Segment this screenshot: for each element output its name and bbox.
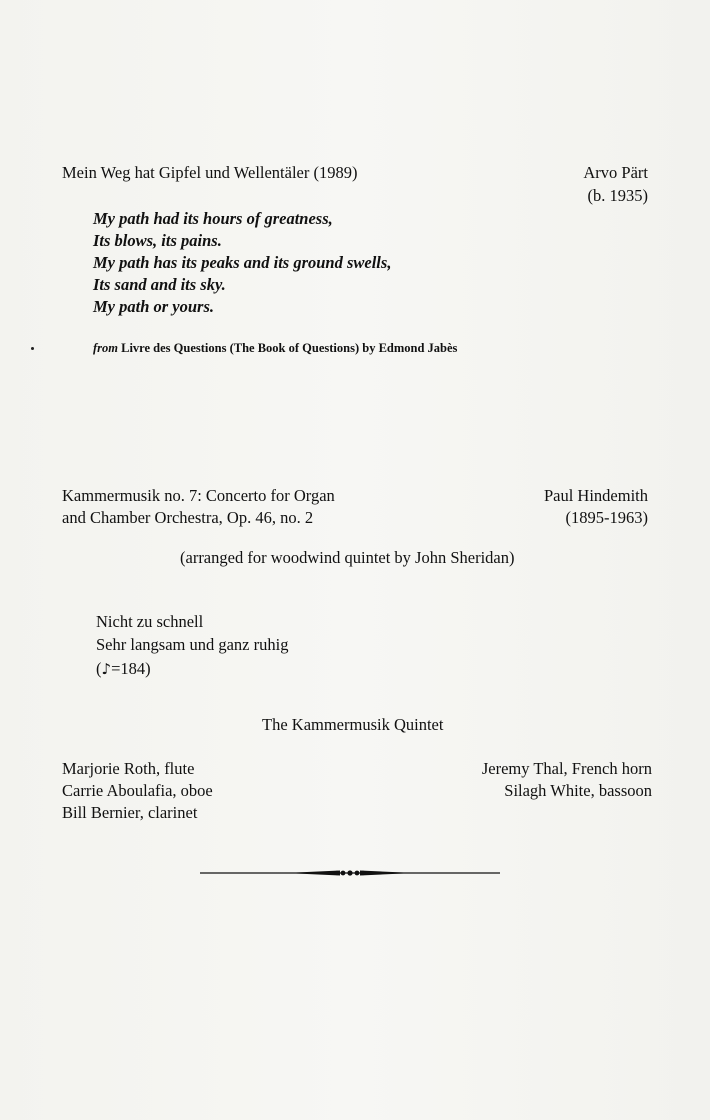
source-prefix: from <box>93 341 118 355</box>
composer-name-hindemith: Paul Hindemith <box>543 486 648 505</box>
poem-line: My path had its hours of greatness, <box>93 209 333 228</box>
movement-2: Sehr langsam und ganz ruhig <box>96 635 289 654</box>
performer: Silagh White, bassoon <box>504 781 652 800</box>
performer: Jeremy Thal, French horn <box>481 759 652 778</box>
poem-line: Its blows, its pains. <box>93 231 222 250</box>
movement-1: Nicht zu schnell <box>96 612 204 631</box>
stray-dot <box>31 347 34 350</box>
tempo-marking: (♪=184) <box>96 659 151 678</box>
eighth-note-icon: ♪ <box>101 660 112 678</box>
source-title: Livre des Questions (The Book of Questions) by Edmond Jabès <box>121 341 458 355</box>
piece-title-hindemith-line1: Kammermusik no. 7: Concerto for Organ <box>62 486 335 505</box>
poem-line: My path or yours. <box>93 297 215 316</box>
piece-title-hindemith-line2: and Chamber Orchestra, Op. 46, no. 2 <box>62 508 314 527</box>
composer-name-part: Arvo Pärt <box>583 163 648 182</box>
poem <box>93 208 391 318</box>
ensemble-name: The Kammermusik Quintet <box>262 715 444 734</box>
poem-line: Its sand and its sky. <box>93 275 226 294</box>
poem-line: My path has its peaks and its ground swells, <box>93 253 392 272</box>
performer: Carrie Aboulafia, oboe <box>62 781 213 800</box>
ornament-divider <box>200 866 500 880</box>
poem-source <box>93 341 457 356</box>
arrangement-note: (arranged for woodwind quintet by John Sheridan) <box>180 548 515 567</box>
composer-dates-part: (b. 1935) <box>587 186 648 205</box>
piece-title-part: Mein Weg hat Gipfel und Wellentäler (1989) <box>62 163 358 182</box>
performer: Bill Bernier, clarinet <box>62 803 198 822</box>
performer: Marjorie Roth, flute <box>62 759 195 778</box>
composer-dates-hindemith: (1895-1963) <box>565 508 648 527</box>
